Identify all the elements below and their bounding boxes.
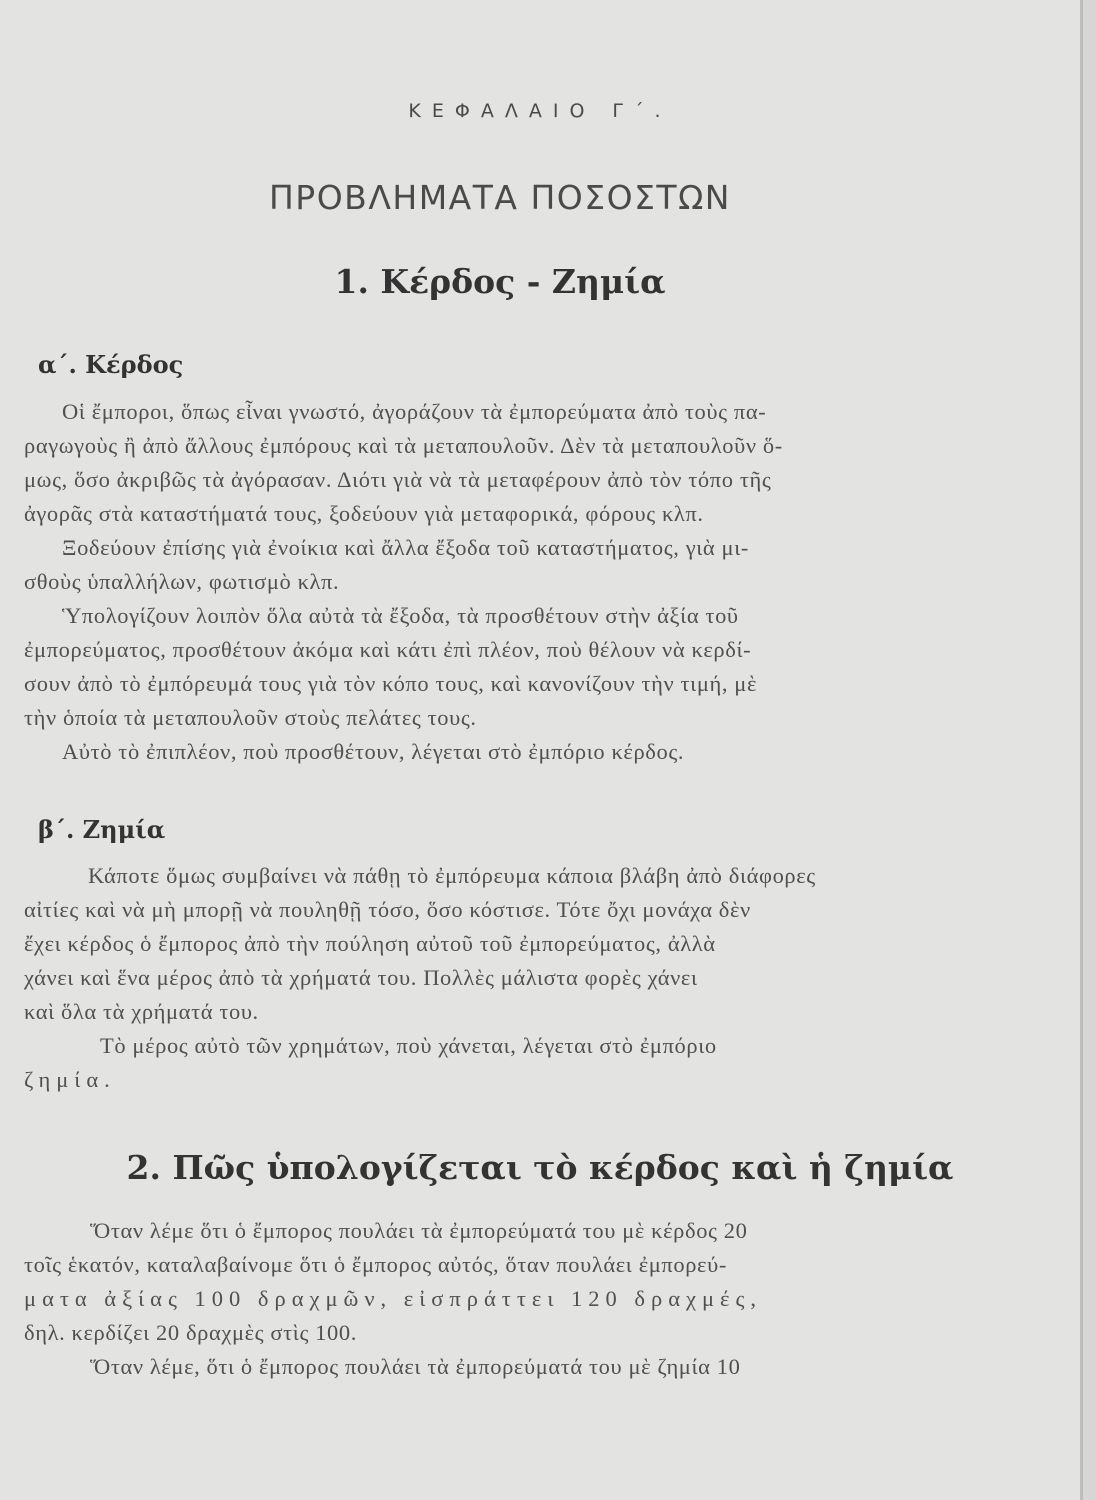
subsection-a-heading: α΄. Κέρδος — [38, 350, 184, 379]
text-line: Κάποτε ὅμως συμβαίνει νὰ πάθῃ τὸ ἐμπόρευμα κάποια βλάβη ἀπὸ διάφορες — [88, 863, 816, 888]
text-line: τοῖς ἑκατόν, καταλαβαίνομε ὅτι ὁ ἔμπορος αὐτός, ὅταν πουλάει ἐμπορεύ- — [24, 1252, 727, 1277]
text-line: χάνει καὶ ἕνα μέρος ἀπὸ τὰ χρήματά του. Πολλὲς μάλιστα φορὲς χάνει — [24, 965, 698, 990]
text-line: ραγωγοὺς ἢ ἀπὸ ἄλλους ἐμπόρους καὶ τὰ μεταπουλοῦν. Δὲν τὰ μεταπουλοῦν ὅ- — [24, 433, 783, 458]
text-line: Ὑπολογίζουν λοιπὸν ὅλα αὐτὰ τὰ ἔξοδα, τὰ προσθέτουν στὴν ἀξία τοῦ — [62, 603, 739, 628]
text-line: ματα ἀξίας 100 δραχμῶν, εἰσπράττει 120 δραχμές, — [24, 1286, 763, 1311]
text-line: καὶ ὅλα τὰ χρήματά του. — [24, 999, 259, 1024]
text-line: σουν ἀπὸ τὸ ἐμπόρευμά τους γιὰ τὸν κόπο τους, καὶ κανονίζουν τὴν τιμή, μὲ — [24, 671, 758, 696]
text-line: μως, ὅσο ἀκριβῶς τὰ ἀγόρασαν. Διότι γιὰ νὰ τὰ μεταφέρουν ἀπὸ τὸν τόπο τῆς — [24, 467, 772, 492]
text-line: σθοὺς ὑπαλλήλων, φωτισμὸ κλπ. — [24, 569, 340, 594]
section-2-heading: 2. Πῶς ὑπολογίζεται τὸ κέρδος καὶ ἡ ζημία — [126, 1148, 954, 1187]
chapter-title: ΠΡΟΒΛΗΜΑΤΑ ΠΟΣΟΣΤΩΝ — [268, 178, 731, 217]
text-line: Αὐτὸ τὸ ἐπιπλέον, ποὺ προσθέτουν, λέγεται στὸ ἐμπόριο κέρδος. — [62, 739, 685, 764]
chapter-label: ΚΕΦΑΛΑΙΟ Γ΄. — [408, 100, 672, 122]
text-line: αἰτίες καὶ νὰ μὴ μπορῇ νὰ πουληθῇ τόσο, ὅσο κόστισε. Τότε ὄχι μονάχα δὲν — [24, 897, 751, 922]
subsection-b-heading: β΄. Ζημία — [38, 815, 166, 844]
text-line: Ὅταν λέμε, ὅτι ὁ ἔμπορος πουλάει τὰ ἐμπορεύματά του μὲ ζημία 10 — [90, 1354, 741, 1379]
text-line: ἔχει κέρδος ὁ ἔμπορος ἀπὸ τὴν πούληση αὐτοῦ τοῦ ἐμπορεύματος, ἀλλὰ — [24, 931, 716, 956]
text-line: ἀγορᾶς στὰ καταστήματά τους, ξοδεύουν γιὰ μεταφορικά, φόρους κλπ. — [24, 501, 704, 526]
text-line: Τὸ μέρος αὐτὸ τῶν χρημάτων, ποὺ χάνεται, λέγεται στὸ ἐμπόριο — [100, 1033, 717, 1058]
text-line: Ξοδεύουν ἐπίσης γιὰ ἐνοίκια καὶ ἄλλα ἔξοδα τοῦ καταστήματος, γιὰ μι- — [62, 535, 749, 560]
section-1-heading: 1. Κέρδος - Ζημία — [334, 262, 666, 301]
text-line: Ὅταν λέμε ὅτι ὁ ἔμπορος πουλάει τὰ ἐμπορεύματά του μὲ κέρδος 20 — [90, 1218, 748, 1243]
text-line: Οἱ ἔμποροι, ὅπως εἶναι γνωστό, ἀγοράζουν τὰ ἐμπορεύματα ἀπὸ τοὺς πα- — [62, 399, 767, 424]
text-line: ἐμπορεύματος, προσθέτουν ἀκόμα καὶ κάτι ἐπὶ πλέον, ποὺ θέλουν νὰ κερδί- — [24, 637, 752, 662]
text-line: ζημία. — [24, 1067, 116, 1092]
text-line: δηλ. κερδίζει 20 δραχμὲς στὶς 100. — [24, 1320, 357, 1345]
text-line: τὴν ὁποία τὰ μεταπουλοῦν στοὺς πελάτες τους. — [24, 705, 477, 730]
